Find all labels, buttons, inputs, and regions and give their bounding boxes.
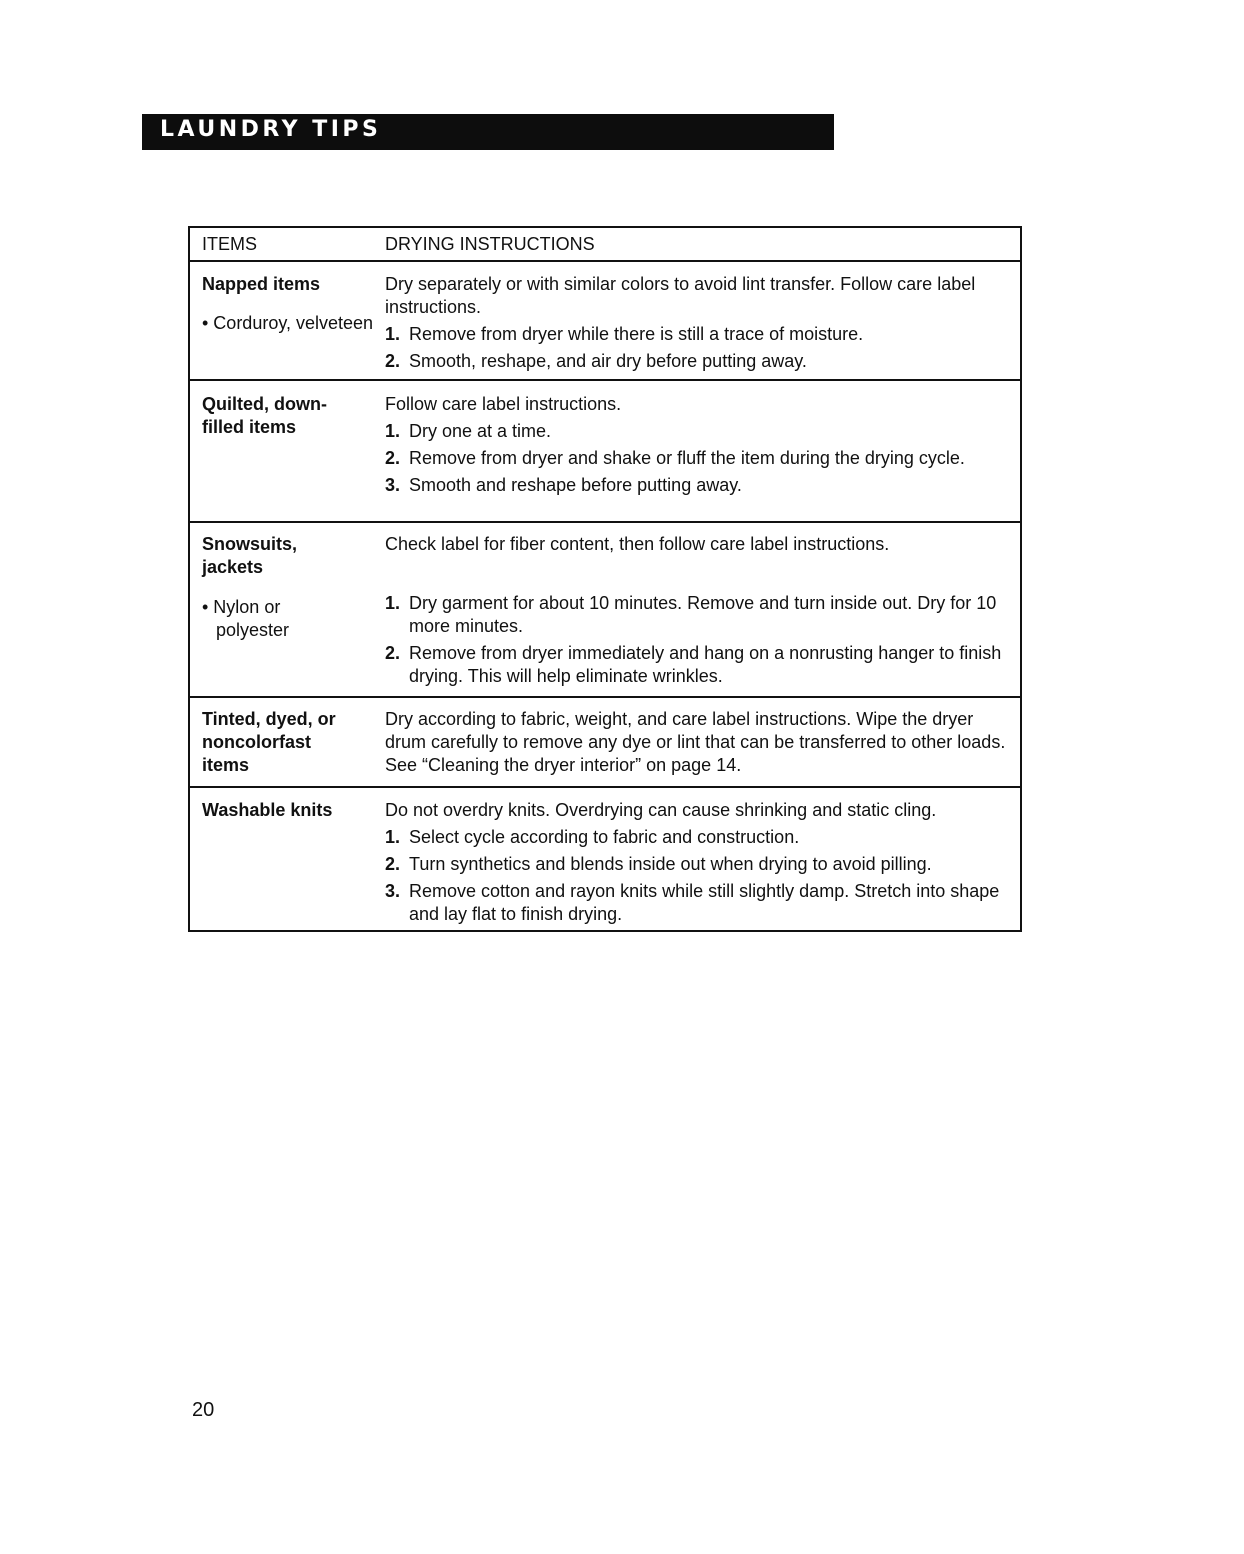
instruction-step <box>385 474 1015 497</box>
instruction-step <box>385 642 1015 688</box>
step-number: 1. <box>385 421 401 441</box>
step-number: 3. <box>385 881 401 901</box>
instruction-step <box>385 853 1015 876</box>
step-number: 3. <box>385 475 401 495</box>
step-number: 2. <box>385 643 401 663</box>
step-number: 1. <box>385 593 401 613</box>
table-row <box>190 521 1020 696</box>
instruction-steps <box>385 826 1015 926</box>
item-subtype: • Nylon or polyester <box>202 597 290 640</box>
instructions-cell <box>385 393 1015 497</box>
step-number: 2. <box>385 448 401 468</box>
item-name: Washable knits <box>202 800 333 820</box>
instruction-step <box>385 880 1015 926</box>
instruction-step <box>385 323 1015 346</box>
table-row <box>190 260 1020 379</box>
item-cell <box>202 533 342 642</box>
instruction-intro: Dry according to fabric, weight, and care label instructions. Wipe the dryer drum carefully to remove any dye or lint that can be transferred to other loads. See “Cleaning the dryer interior” on page 14. <box>385 709 1006 775</box>
step-text: Select cycle according to fabric and construction. <box>409 827 800 847</box>
column-header-instructions: DRYING INSTRUCTIONS <box>385 234 595 254</box>
instruction-intro: Follow care label instructions. <box>385 394 622 414</box>
instructions-cell <box>385 273 1015 373</box>
instructions-cell <box>385 533 1015 688</box>
item-name: Quilted, down-filled items <box>202 394 327 437</box>
item-name: Napped items <box>202 274 321 294</box>
section-header-bar <box>142 114 834 150</box>
instruction-steps <box>385 420 1015 497</box>
step-text: Remove from dryer while there is still a trace of moisture. <box>409 324 864 344</box>
instruction-step <box>385 420 1015 443</box>
instruction-intro: Check label for fiber content, then follow care label instructions. <box>385 534 890 554</box>
item-cell <box>202 273 377 335</box>
table-row <box>190 786 1020 930</box>
step-text: Remove from dryer and shake or fluff the item during the drying cycle. <box>409 448 965 468</box>
step-number: 1. <box>385 827 401 847</box>
instructions-cell <box>385 708 1015 777</box>
instruction-steps <box>385 323 1015 373</box>
section-title: LAUNDRY TIPS <box>160 117 382 142</box>
instruction-step <box>385 826 1015 849</box>
instruction-step <box>385 350 1015 373</box>
step-text: Smooth and reshape before putting away. <box>409 475 742 495</box>
instruction-intro: Do not overdry knits. Overdrying can cause shrinking and static cling. <box>385 800 937 820</box>
step-text: Turn synthetics and blends inside out when drying to avoid pilling. <box>409 854 932 874</box>
column-header-items: ITEMS <box>202 234 258 254</box>
item-name: Snowsuits, jackets <box>202 534 298 577</box>
step-text: Remove from dryer immediately and hang on a nonrusting hanger to finish drying. This will help eliminate wrinkles. <box>409 643 1002 686</box>
table-row <box>190 379 1020 521</box>
instruction-steps <box>385 592 1015 688</box>
item-name: Tinted, dyed, or noncolorfast items <box>202 709 336 775</box>
step-text: Dry one at a time. <box>409 421 552 441</box>
item-subtype: • Corduroy, velveteen <box>202 313 374 333</box>
step-number: 1. <box>385 324 401 344</box>
instructions-cell <box>385 799 1015 926</box>
instruction-intro: Dry separately or with similar colors to avoid lint transfer. Follow care label instructions. <box>385 274 976 317</box>
drying-tips-table <box>188 226 1022 932</box>
instruction-step <box>385 592 1015 638</box>
step-text: Smooth, reshape, and air dry before putting away. <box>409 351 807 371</box>
step-text: Dry garment for about 10 minutes. Remove and turn inside out. Dry for 10 more minutes. <box>409 593 997 636</box>
step-number: 2. <box>385 854 401 874</box>
step-text: Remove cotton and rayon knits while still slightly damp. Stretch into shape and lay flat to finish drying. <box>409 881 1000 924</box>
instruction-step <box>385 447 1015 470</box>
table-row <box>190 696 1020 786</box>
page-number: 20 <box>192 1399 215 1421</box>
step-number: 2. <box>385 351 401 371</box>
table-header-row <box>190 228 1020 260</box>
